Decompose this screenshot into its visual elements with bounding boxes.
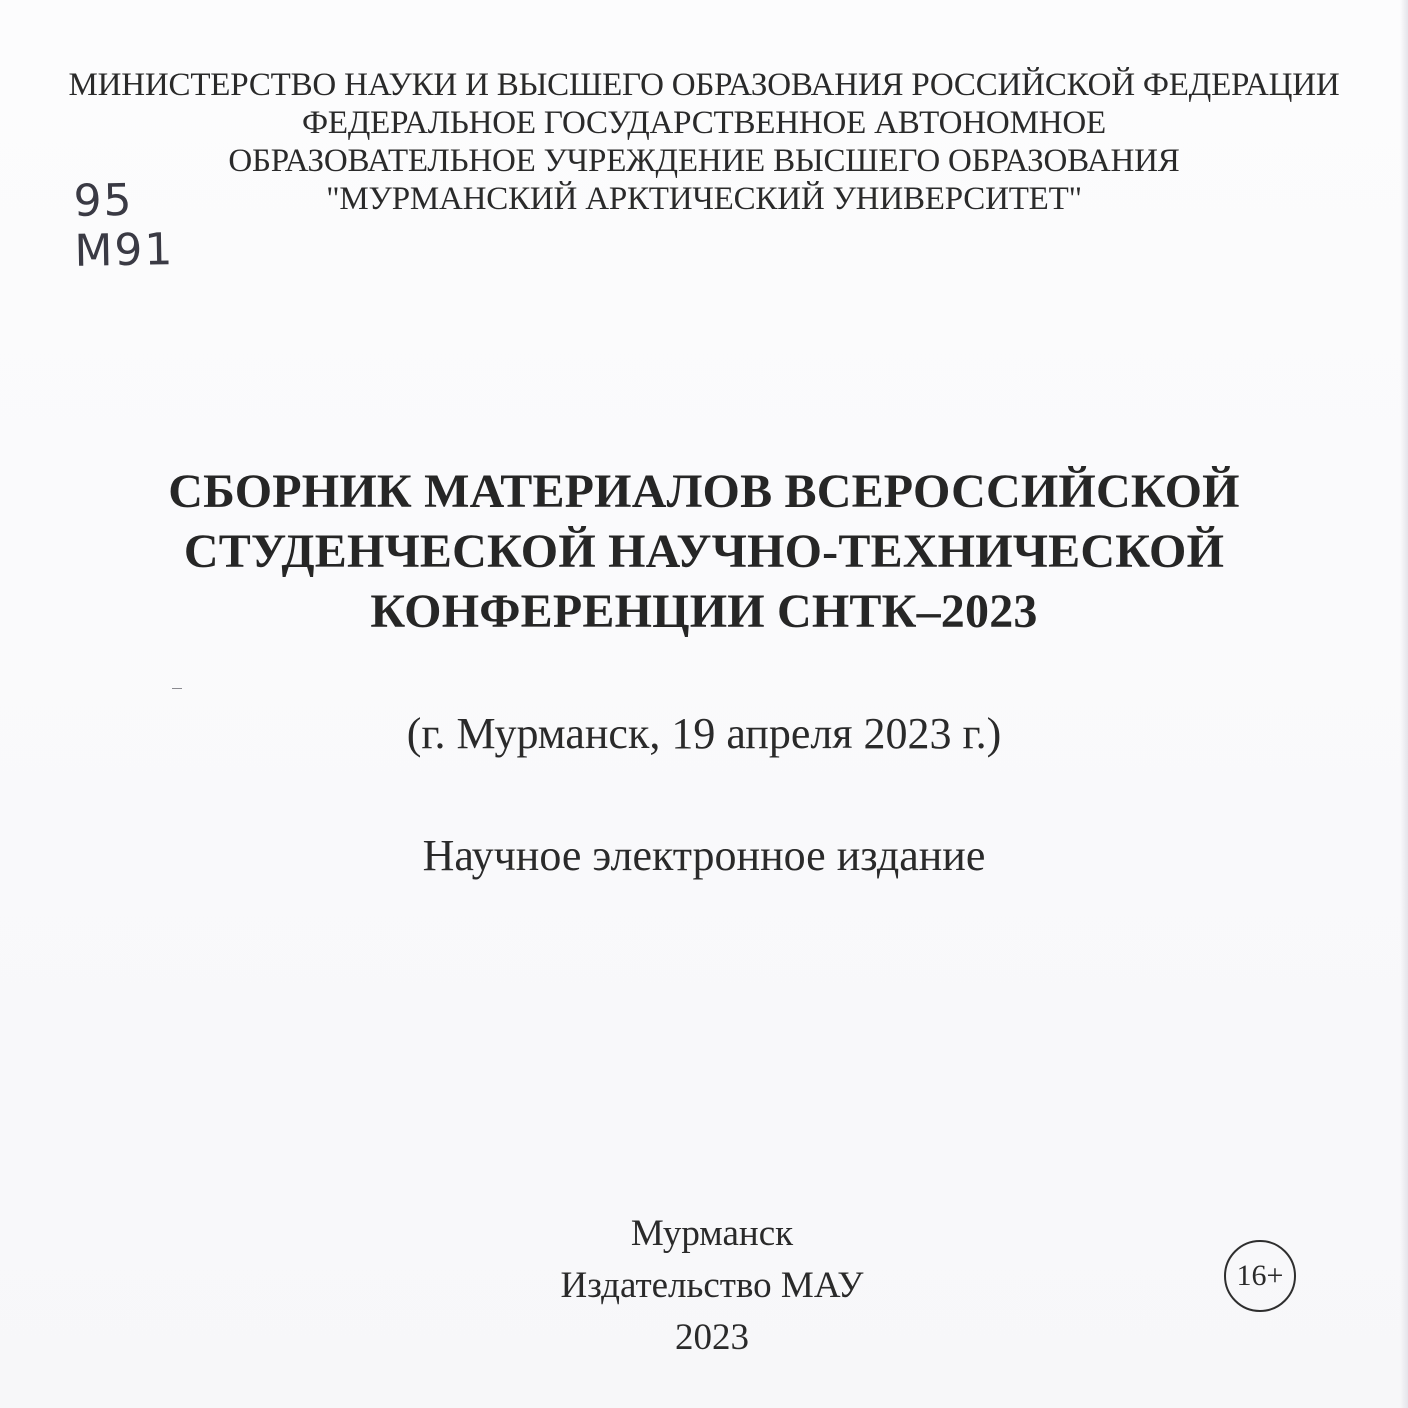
imprint — [0, 1208, 1408, 1364]
imprint-city: Мурманск — [630, 1213, 794, 1254]
ministry-line-1: МИНИСТЕРСТВО НАУКИ И ВЫСШЕГО ОБРАЗОВАНИЯ РОССИЙСКОЙ ФЕДЕРАЦИИ — [68, 67, 1340, 103]
age-rating-badge — [1224, 1240, 1296, 1312]
library-code-line-2: М91 — [73, 224, 175, 277]
imprint-year: 2023 — [675, 1317, 749, 1358]
library-code-line-1: 95 — [73, 174, 134, 227]
title-line-3: КОНФЕРЕНЦИИ СНТК–2023 — [370, 585, 1038, 638]
title-line-2: СТУДЕНЧЕСКОЙ НАУЧНО-ТЕХНИЧЕСКОЙ — [183, 525, 1225, 578]
handwritten-library-code — [73, 175, 175, 277]
ministry-line-2: ФЕДЕРАЛЬНОЕ ГОСУДАРСТВЕННОЕ АВТОНОМНОЕ — [302, 105, 1106, 141]
ministry-line-3: ОБРАЗОВАТЕЛЬНОЕ УЧРЕЖДЕНИЕ ВЫСШЕГО ОБРАЗОВАНИЯ — [228, 143, 1180, 179]
university-name: "МУРМАНСКИЙ АРКТИЧЕСКИЙ УНИВЕРСИТЕТ" — [326, 181, 1082, 217]
ministry-header — [0, 66, 1408, 218]
conference-place-date: (г. Мурманск, 19 апреля 2023 г.) — [406, 709, 1002, 758]
imprint-publisher: Издательство МАУ — [560, 1265, 864, 1306]
scan-mark — [172, 688, 182, 689]
document-title — [0, 462, 1408, 642]
age-rating-label: 16+ — [1236, 1259, 1284, 1292]
title-line-1: СБОРНИК МАТЕРИАЛОВ ВСЕРОССИЙСКОЙ — [168, 465, 1240, 518]
edition-type: Научное электронное издание — [422, 831, 986, 880]
